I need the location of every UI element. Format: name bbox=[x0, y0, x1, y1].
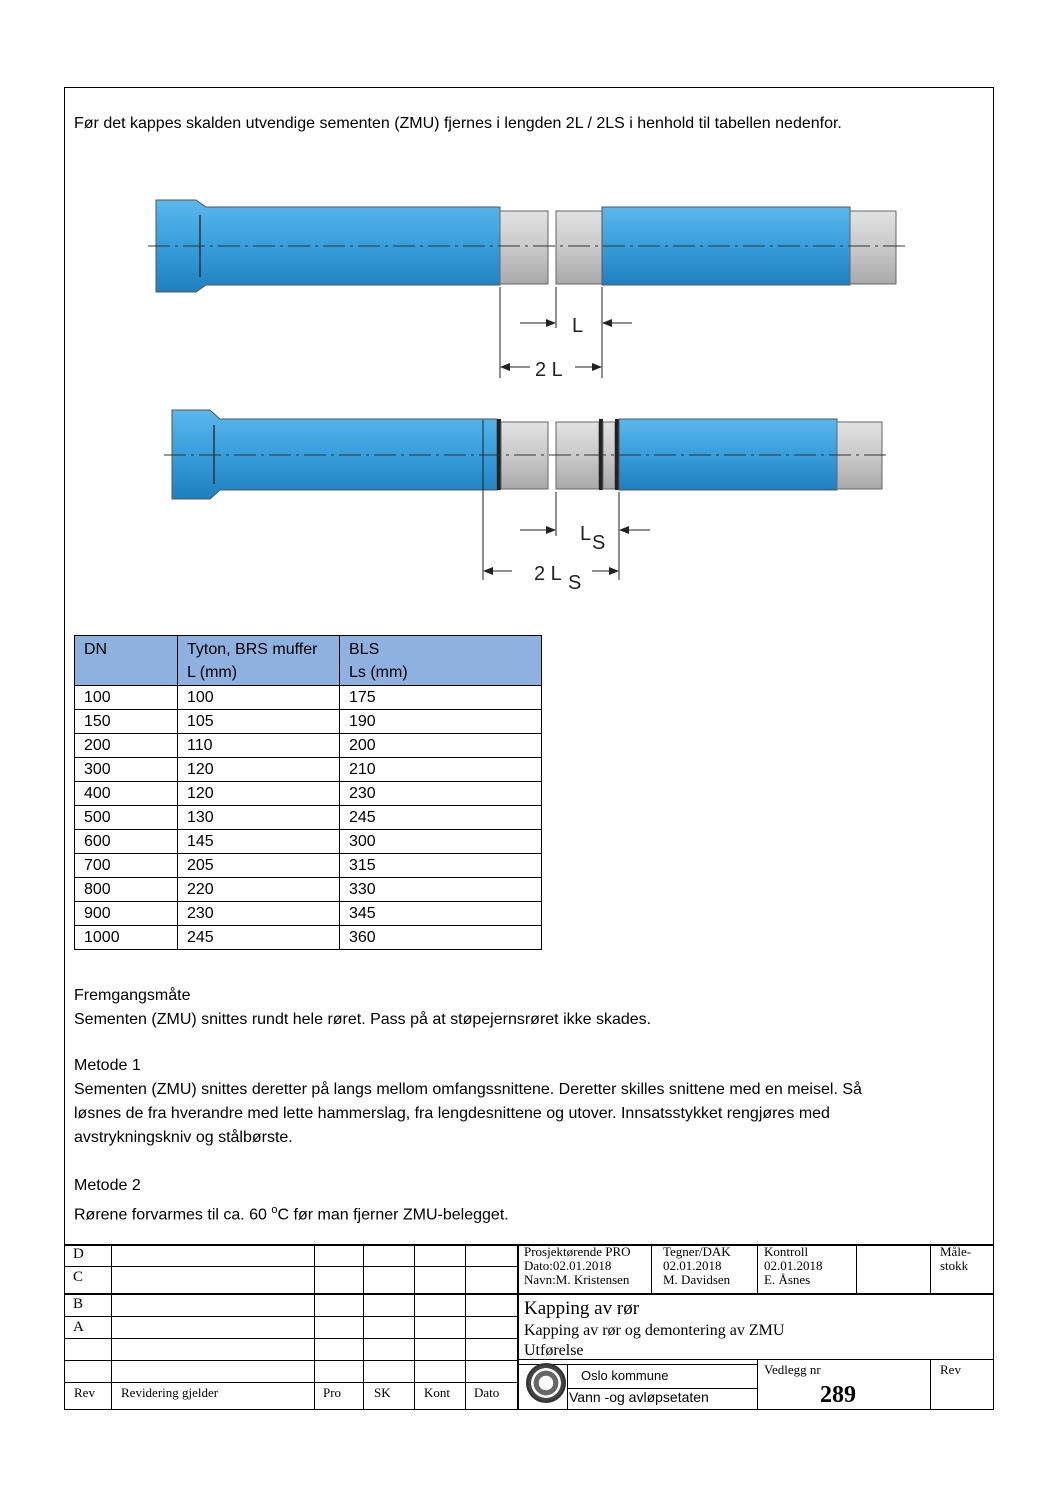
footer-kont: Kont bbox=[424, 1385, 450, 1400]
rev-label: Rev bbox=[940, 1362, 961, 1377]
table-row: 400 120 230 bbox=[75, 782, 542, 806]
rev-letter-c: C bbox=[73, 1269, 84, 1285]
control: Kontroll 02.01.2018 E. Åsnes bbox=[764, 1244, 823, 1287]
table-row: 500 130 245 bbox=[75, 806, 542, 830]
drawn-by: Tegner/DAK 02.01.2018 M. Davidsen bbox=[663, 1244, 731, 1287]
label-2Ls-sub: S bbox=[568, 572, 582, 594]
table-row: 700 205 315 bbox=[75, 854, 542, 878]
footer-dato: Dato bbox=[474, 1385, 500, 1400]
attachment-label: Vedlegg nr bbox=[764, 1362, 821, 1377]
procedure-heading: Fremgangsmåte bbox=[74, 987, 191, 1004]
pipe-top bbox=[148, 200, 905, 381]
method1-section bbox=[74, 1054, 862, 1150]
label-2Ls: 2 L bbox=[534, 563, 562, 585]
method2-heading: Metode 2 bbox=[74, 1177, 141, 1194]
method1-line: Sementen (ZMU) snittes deretter på langs mellom omfangssnittene. Deretter skilles snittene med en meisel. Så bbox=[74, 1081, 862, 1098]
pipe-bottom bbox=[164, 410, 890, 594]
footer-revision: Revidering gjelder bbox=[121, 1385, 219, 1400]
label-Ls-sub: S bbox=[592, 532, 606, 554]
procedure-text: Sementen (ZMU) snittes rundt hele røret. Pass på at støpejernsrøret ikke skades. bbox=[74, 1011, 652, 1028]
method1-heading: Metode 1 bbox=[74, 1057, 141, 1074]
method1-line: avstrykningskniv og stålbørste. bbox=[74, 1129, 293, 1146]
col-header-tyton: Tyton, BRS muffer L (mm) bbox=[178, 636, 340, 686]
org-name: Oslo kommune bbox=[581, 1368, 669, 1383]
label-2L: 2 L bbox=[535, 359, 563, 381]
col-header-dn: DN bbox=[75, 636, 178, 686]
table-row: 300 120 210 bbox=[75, 758, 542, 782]
method2-section bbox=[74, 1174, 509, 1227]
table-row: 600 145 300 bbox=[75, 830, 542, 854]
project-lead: Prosjektørende PRO Dato:02.01.2018 Navn:M. Kristensen bbox=[524, 1244, 631, 1287]
rev-letter-a: A bbox=[73, 1319, 84, 1335]
method1-line: løsnes de fra hverandre med lette hammerslag, fra lengdesnittene og utover. Innsatsstykket rengjøres med bbox=[74, 1105, 830, 1122]
dimension-table bbox=[74, 635, 542, 950]
method2-text: Rørene forvarmes til ca. 60 $^o$C før man fjerner ZMU-belegget. bbox=[74, 1204, 509, 1224]
table-row: 800 220 330 bbox=[75, 878, 542, 902]
scale: Måle- stokk bbox=[940, 1244, 972, 1273]
footer-sk: SK bbox=[374, 1385, 391, 1400]
rev-letter-d: D bbox=[73, 1246, 84, 1262]
title-block bbox=[64, 1244, 994, 1410]
oslo-seal-logo bbox=[526, 1363, 566, 1403]
table-row: 1000 245 360 bbox=[75, 926, 542, 950]
footer-pro: Pro bbox=[323, 1385, 342, 1400]
label-Ls: L bbox=[580, 523, 592, 545]
drawing-title: Kapping av rør bbox=[524, 1298, 640, 1319]
drawing-subtitle-2: Utførelse bbox=[524, 1342, 584, 1359]
table-row: 200 110 200 bbox=[75, 734, 542, 758]
org-department: Vann -og avløpsetaten bbox=[569, 1389, 709, 1405]
table-row: 100 100 175 bbox=[75, 686, 542, 710]
rev-letter-b: B bbox=[73, 1296, 84, 1312]
attachment-number: 289 bbox=[820, 1382, 856, 1408]
table-row: 900 230 345 bbox=[75, 902, 542, 926]
intro-text: Før det kappes skalden utvendige sementen (ZMU) fjernes i lengden 2L / 2LS i henhold til tabellen nedenfor. bbox=[74, 115, 842, 132]
drawing-subtitle: Kapping av rør og demontering av ZMU bbox=[524, 1322, 785, 1339]
table-row: 150 105 190 bbox=[75, 710, 542, 734]
col-header-bls: BLS Ls (mm) bbox=[340, 636, 542, 686]
table-header-row bbox=[75, 636, 542, 686]
footer-rev: Rev bbox=[74, 1385, 95, 1400]
procedure-section bbox=[74, 984, 651, 1032]
label-L: L bbox=[572, 315, 584, 337]
pipe-cutting-diagram bbox=[0, 0, 1058, 640]
